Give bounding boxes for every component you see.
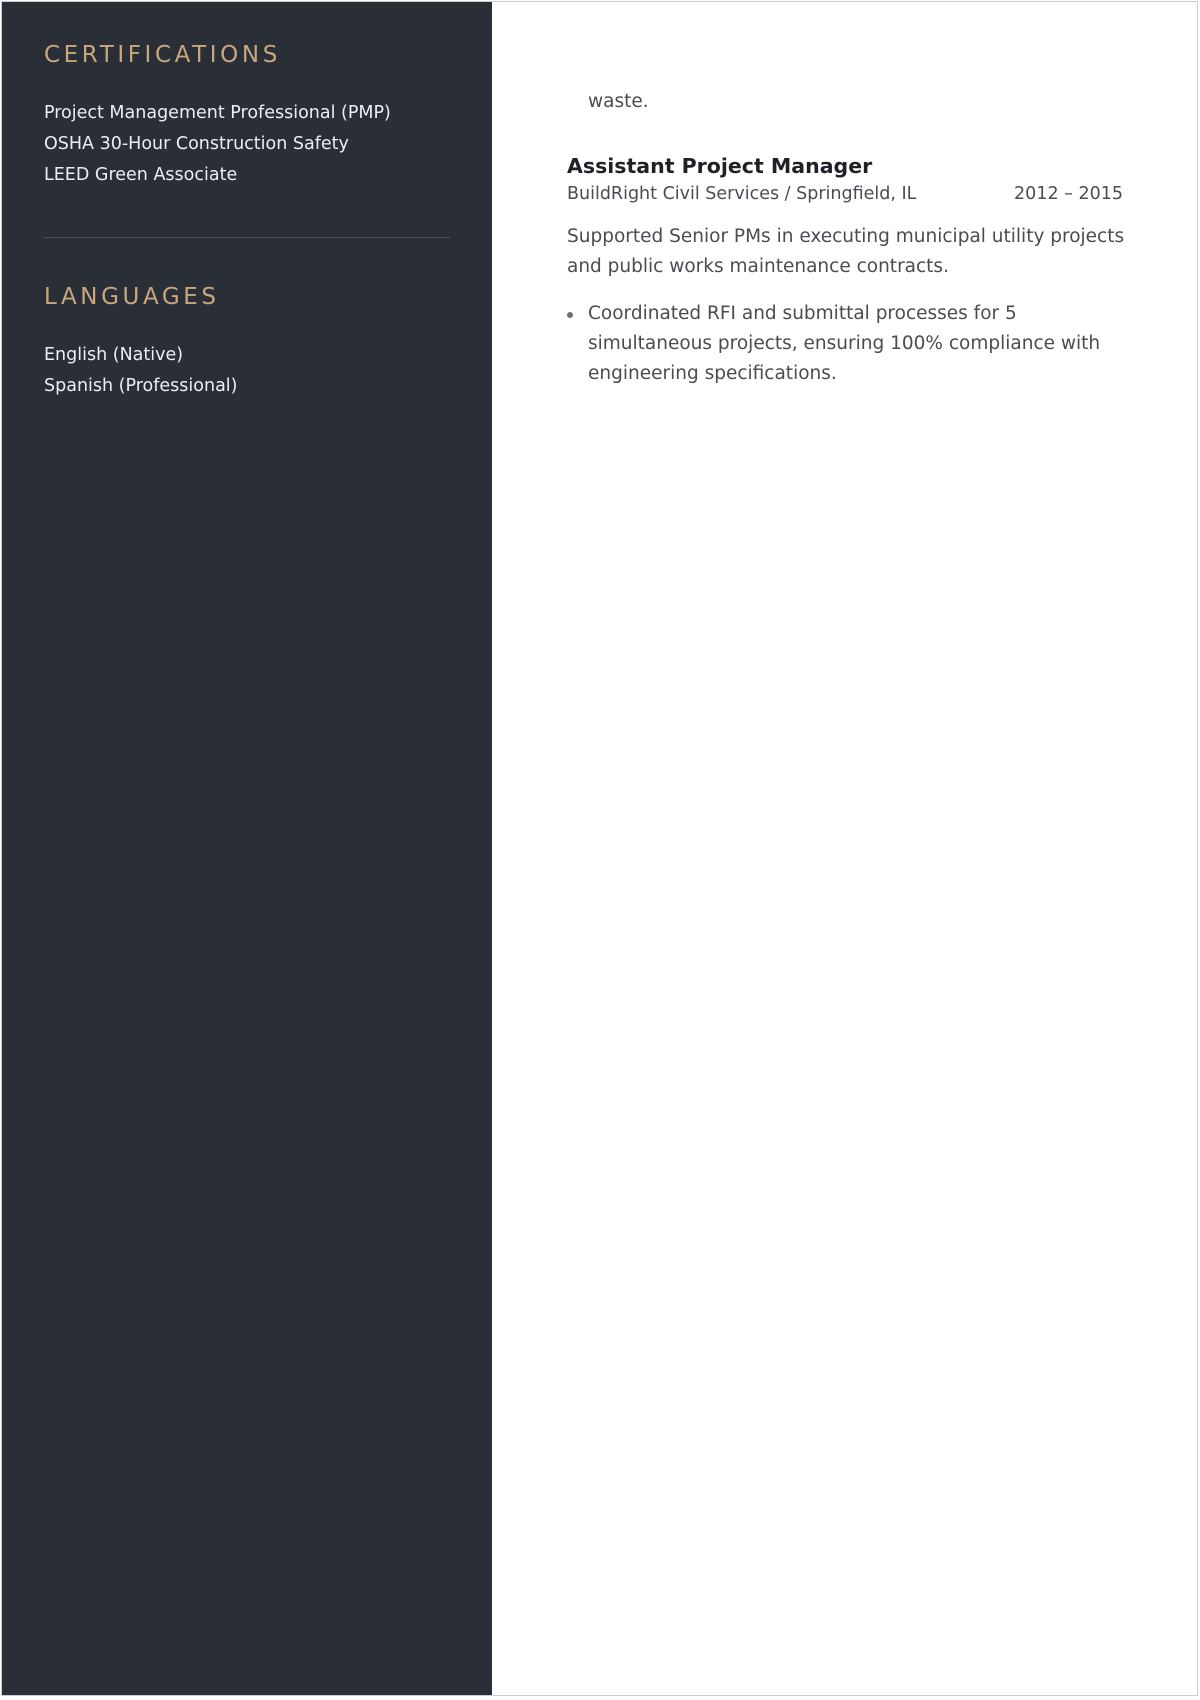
resume-page (1, 1, 1198, 1696)
languages-list (44, 340, 238, 402)
job-bullet (567, 299, 1127, 389)
language-item: Spanish (Professional) (44, 376, 238, 396)
job-dates: 2012 – 2015 (1014, 184, 1123, 204)
certification-item: OSHA 30-Hour Construction Safety (44, 134, 349, 154)
certification-item: LEED Green Associate (44, 165, 238, 185)
job-bullet-text: Coordinated RFI and submittal processes for 5 simultaneous projects, ensuring 100% compliance with engineering specifications. (588, 303, 1101, 384)
sidebar (2, 2, 492, 1695)
continued-bullet-text: waste. (588, 91, 649, 112)
job-bullet-list (567, 299, 1127, 389)
main-content (492, 2, 1197, 1695)
language-item: English (Native) (44, 345, 184, 365)
job-company-location: BuildRight Civil Services / Springfield, IL (567, 184, 917, 204)
job-summary: Supported Senior PMs in executing municipal utility projects and public works maintenance contracts. (567, 226, 1125, 277)
sidebar-divider (44, 237, 450, 238)
job-title: Assistant Project Manager (567, 154, 873, 178)
bullet-dot-icon (567, 312, 573, 318)
certifications-list (44, 98, 391, 191)
certifications-heading: CERTIFICATIONS (44, 42, 281, 68)
certification-item: Project Management Professional (PMP) (44, 103, 391, 123)
languages-heading: LANGUAGES (44, 284, 220, 310)
